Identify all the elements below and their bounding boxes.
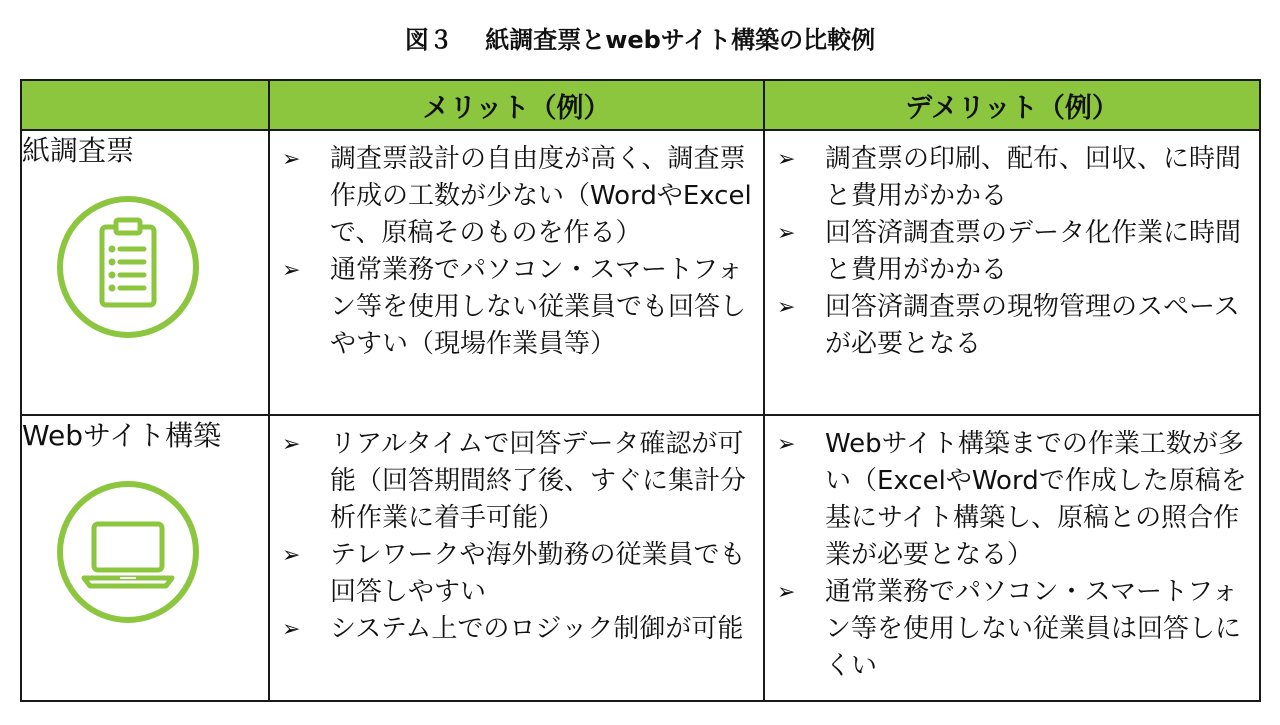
cell-paper-demerits	[764, 130, 1260, 415]
demerit-text: Webサイト構築までの作業工数が多い（ExcelやWordで作成した原稿を基にサイト構築し、原稿との照合作業が必要となる）	[825, 429, 1247, 570]
header-blank	[21, 80, 269, 130]
merit-item	[282, 426, 753, 537]
demerit-item	[777, 426, 1249, 574]
arrow-bullet-icon: ➢	[282, 617, 301, 642]
demerit-text: 調査票の印刷、配布、回収、に時間と費用がかかる	[825, 144, 1242, 211]
comparison-table	[20, 79, 1261, 702]
merit-item	[282, 141, 753, 252]
merit-item	[282, 611, 753, 648]
cell-web-merits	[269, 415, 764, 701]
row-label-web: Webサイト構築	[22, 419, 222, 452]
cell-web-demerits	[764, 415, 1260, 701]
merit-text: 通常業務でパソコン・スマートフォン等を使用しない従業員でも回答しやすい（現場作業員等）	[330, 255, 747, 359]
demerit-item	[777, 141, 1249, 215]
figure-title: 図３ 紙調査票とwebサイト構築の比較例	[404, 26, 876, 54]
demerit-item	[777, 289, 1249, 363]
row-web	[21, 415, 1260, 701]
header-demerit: デメリット（例）	[764, 80, 1260, 130]
arrow-bullet-icon: ➢	[282, 432, 301, 457]
merit-item	[282, 537, 753, 611]
arrow-bullet-icon: ➢	[777, 580, 796, 605]
row-paper	[21, 130, 1260, 415]
arrow-bullet-icon: ➢	[282, 258, 301, 283]
demerit-item	[777, 574, 1249, 685]
row-label-paper: 紙調査票	[22, 134, 135, 167]
arrow-bullet-icon: ➢	[777, 432, 796, 457]
arrow-bullet-icon: ➢	[777, 221, 796, 246]
merit-item	[282, 252, 753, 363]
merit-text: 調査票設計の自由度が高く、調査票作成の工数が少ない（WordやExcelで、原稿そのものを作る）	[330, 144, 752, 248]
clipboard-icon	[54, 193, 202, 341]
merit-text: リアルタイムで回答データ確認が可能（回答期間終了後、すぐに集計分析作業に着手可能）	[330, 429, 747, 533]
laptop-icon	[54, 478, 202, 626]
demerit-text: 回答済調査票のデータ化作業に時間と費用がかかる	[825, 218, 1242, 285]
merit-text: システム上でのロジック制御が可能	[330, 614, 744, 644]
row-head-paper	[21, 130, 269, 415]
arrow-bullet-icon: ➢	[282, 543, 301, 568]
demerit-text: 通常業務でパソコン・スマートフォン等を使用しない従業員は回答しにくい	[825, 577, 1242, 681]
row-head-web	[21, 415, 269, 701]
cell-paper-merits	[269, 130, 764, 415]
merit-text: テレワークや海外勤務の従業員でも回答しやすい	[330, 540, 746, 607]
demerit-text: 回答済調査票の現物管理のスペースが必要となる	[825, 292, 1240, 359]
demerit-item	[777, 215, 1249, 289]
header-row	[21, 80, 1260, 130]
arrow-bullet-icon: ➢	[777, 147, 796, 172]
arrow-bullet-icon: ➢	[777, 295, 796, 320]
header-merit: メリット（例）	[269, 80, 764, 130]
arrow-bullet-icon: ➢	[282, 147, 301, 172]
